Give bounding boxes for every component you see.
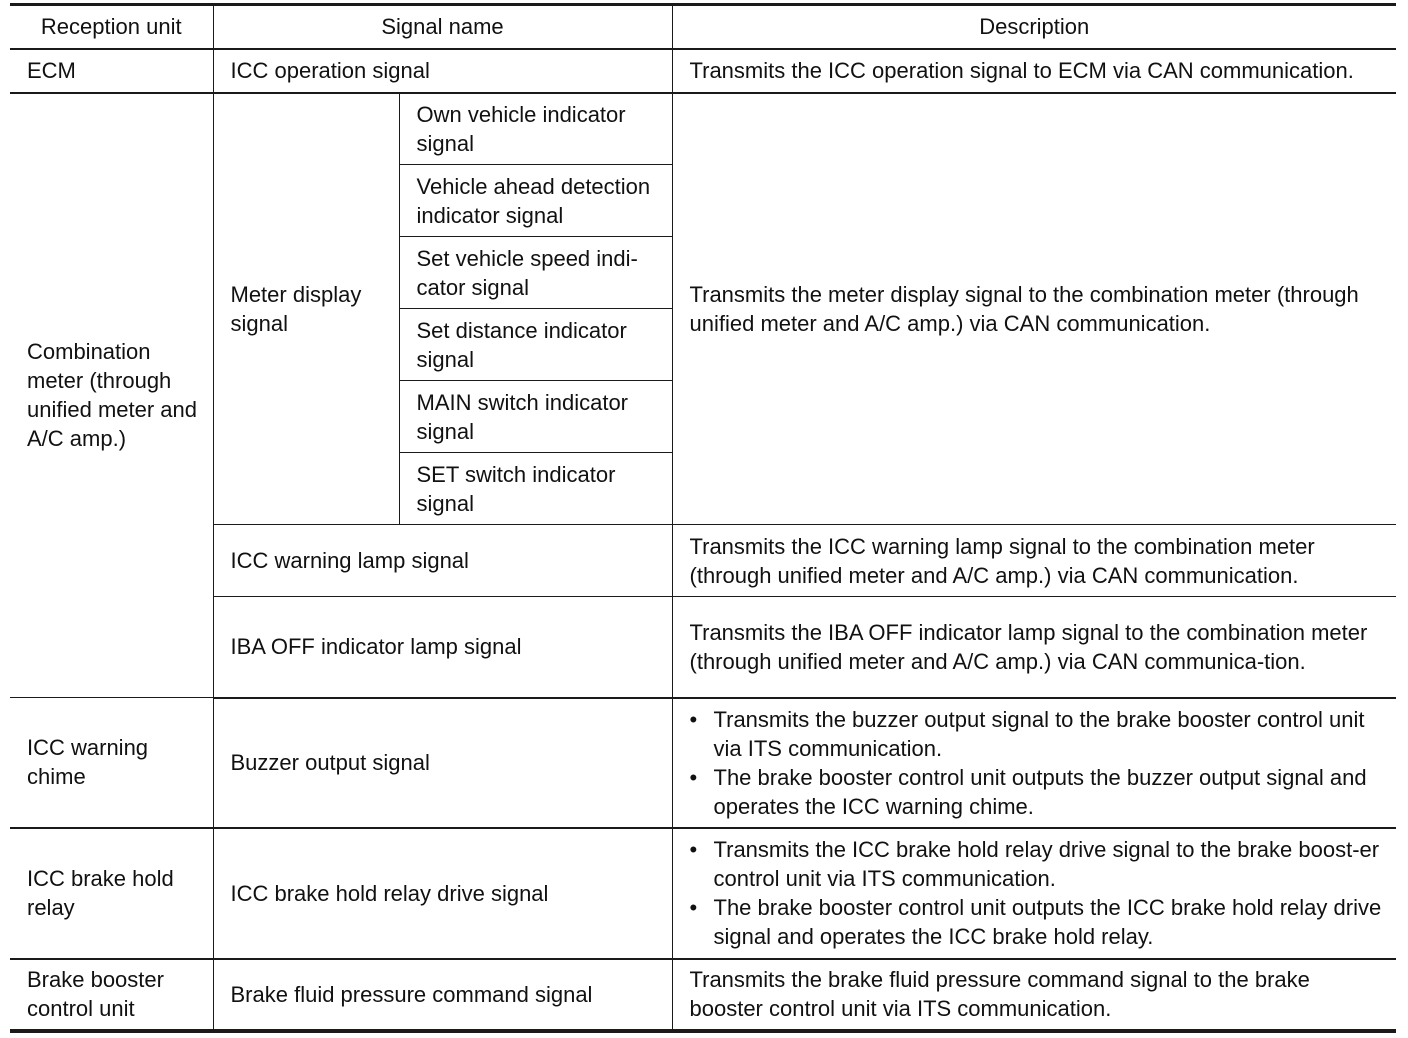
description-cell: Transmits the brake fluid pressure command signal to the brake booster control unit via ITS communication. (672, 959, 1396, 1031)
description-cell (672, 828, 1396, 959)
signal-name-cell: ICC warning lamp signal (213, 525, 672, 597)
table-row-warning-chime (10, 698, 1396, 828)
bullet-icon: • (689, 706, 698, 732)
bullet-list (690, 705, 1383, 821)
bullet-icon: • (689, 764, 698, 790)
signal-name-cell: Brake fluid pressure command signal (213, 959, 672, 1031)
sub-signal-cell: SET switch indicator signal (399, 453, 672, 525)
signal-table (10, 3, 1396, 1033)
list-item (690, 705, 1383, 763)
reception-unit-cell: ECM (10, 49, 213, 93)
description-cell: Transmits the IBA OFF indicator lamp signal to the combination meter (through unified meter and A/C amp.) via CAN communica-tion. (672, 597, 1396, 698)
bullet-text: Transmits the ICC brake hold relay drive signal to the brake boost-er control unit via ITS communication. (713, 837, 1380, 891)
table-row-ecm (10, 49, 1396, 93)
table-row-meter-display (10, 93, 1396, 165)
signal-name-cell: IBA OFF indicator lamp signal (213, 597, 672, 698)
header-description: Description (672, 5, 1396, 49)
bullet-list (690, 835, 1383, 951)
sub-signal-cell: Vehicle ahead detection indicator signal (399, 165, 672, 237)
reception-unit-cell: ICC brake hold relay (10, 828, 213, 959)
bullet-text: The brake booster control unit outputs the buzzer output signal and operates the ICC warning chime. (713, 764, 1367, 819)
list-item (690, 893, 1383, 951)
header-signal-name: Signal name (213, 5, 672, 49)
table-row-brake-booster (10, 959, 1396, 1031)
table-row-iba-off (10, 597, 1396, 698)
description-cell: Transmits the ICC warning lamp signal to the combination meter (through unified meter and A/C amp.) via CAN communication. (672, 525, 1396, 597)
table-row-brake-hold-relay (10, 828, 1396, 959)
reception-unit-cell: Brake booster control unit (10, 959, 213, 1031)
signal-name-cell: ICC brake hold relay drive signal (213, 828, 672, 959)
description-cell (672, 698, 1396, 828)
reception-unit-cell: Combination meter (through unified meter and A/C amp.) (10, 93, 213, 698)
bullet-icon: • (689, 895, 698, 920)
sub-signal-cell: MAIN switch indicator signal (399, 381, 672, 453)
header-reception-unit: Reception unit (10, 5, 213, 49)
header-row (10, 5, 1396, 49)
bullet-text: The brake booster control unit outputs the ICC brake hold relay drive signal and operates the ICC brake hold relay. (713, 895, 1382, 949)
description-cell: Transmits the meter display signal to the combination meter (through unified meter and A/C amp.) via CAN communication. (672, 93, 1396, 525)
list-item (690, 835, 1383, 893)
list-item (690, 763, 1383, 821)
signal-name-cell: Buzzer output signal (213, 698, 672, 828)
bullet-icon: • (689, 837, 698, 862)
signal-name-cell: ICC operation signal (213, 49, 672, 93)
table-row-warning-lamp (10, 525, 1396, 597)
sub-signal-cell: Own vehicle indicator signal (399, 93, 672, 165)
reception-unit-cell: ICC warning chime (10, 698, 213, 828)
sub-signal-cell: Set vehicle speed indi-cator signal (399, 237, 672, 309)
description-cell: Transmits the ICC operation signal to ECM via CAN communication. (672, 49, 1396, 93)
sub-signal-cell: Set distance indicator signal (399, 309, 672, 381)
bullet-text: Transmits the buzzer output signal to the brake booster control unit via ITS communication. (713, 706, 1365, 761)
signal-name-cell: Meter display signal (213, 93, 399, 525)
